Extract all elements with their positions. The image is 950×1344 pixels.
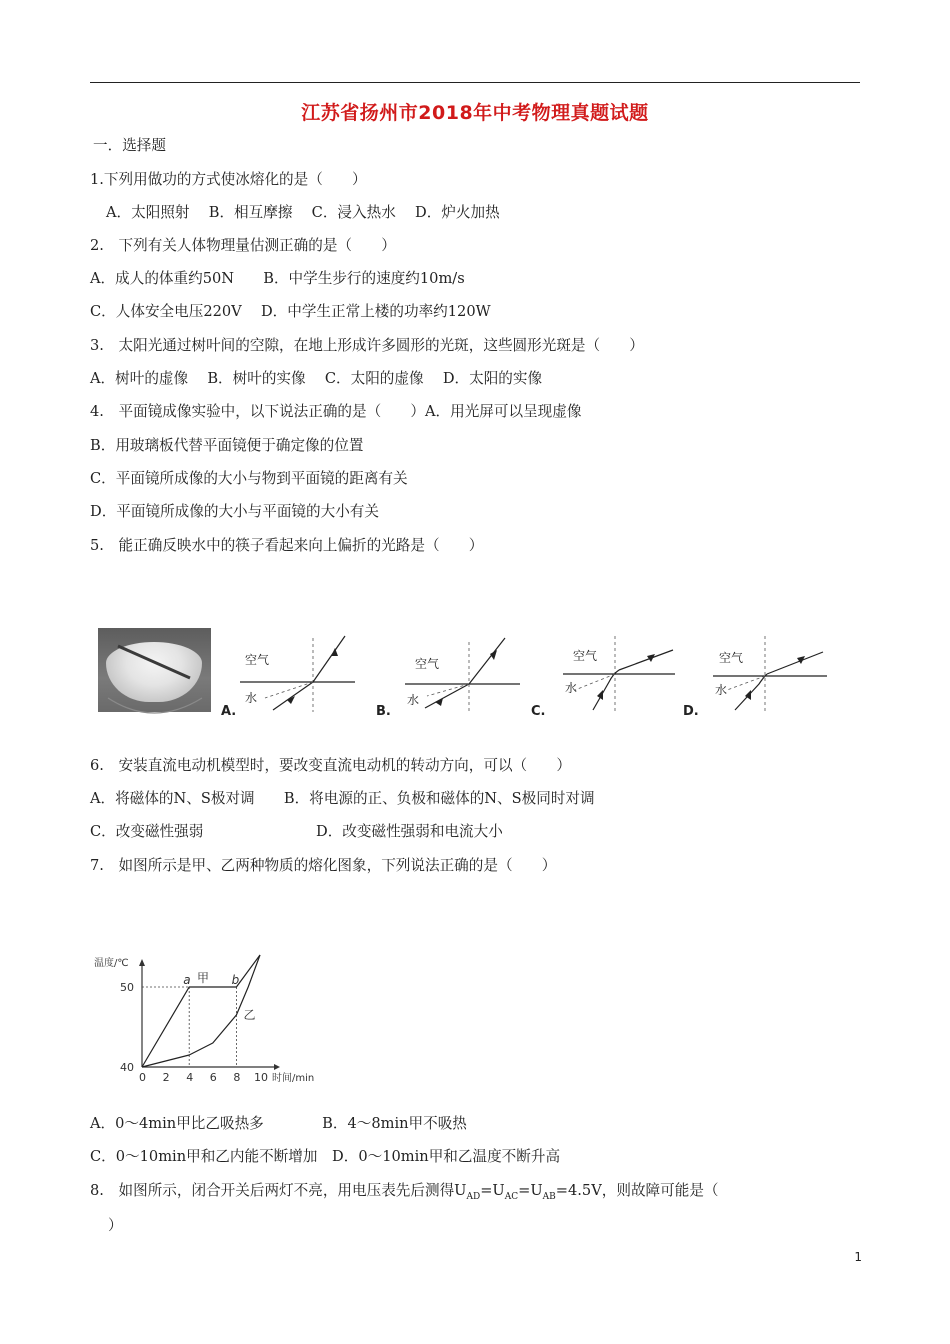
- x-tick-label: 6: [209, 1071, 217, 1084]
- y-axis-label: 温度/℃: [94, 958, 129, 969]
- x-tick-label: 0: [139, 1071, 146, 1084]
- q7-options-ab: A．0～4min甲比乙吸热多 B．4～8min甲不吸热: [90, 1115, 467, 1132]
- q8-sub-ad: AD: [466, 1191, 481, 1202]
- x-tick-label: 10: [254, 1071, 268, 1084]
- q8-stem: [90, 1181, 719, 1207]
- x-tick-label: 2: [162, 1071, 170, 1084]
- y-tick-label: 40: [120, 1061, 134, 1074]
- q2-options-cd: C．人体安全电压220V D．中学生正常上楼的功率约120W: [90, 303, 491, 320]
- water-label: 水: [407, 693, 420, 707]
- q7-stem: 7. 如图所示是甲、乙两种物质的熔化图象，下列说法正确的是（ ）: [90, 857, 557, 874]
- air-label: 空气: [573, 649, 598, 663]
- q8-sub-ab: AB: [542, 1191, 556, 1202]
- option-d-label: D.: [683, 704, 699, 719]
- q8-eq2: =U: [518, 1182, 543, 1199]
- q4-option-d: D．平面镜所成像的大小与平面镜的大小有关: [90, 503, 379, 520]
- q3-options: A．树叶的虚像 B．树叶的实像 C．太阳的虚像 D．太阳的实像: [90, 370, 543, 387]
- refraction-diagram-a: [225, 630, 360, 715]
- q6-options-ab: A．将磁体的N、S极对调 B．将电源的正、负极和磁体的N、S极同时对调: [90, 790, 595, 807]
- q4-option-c: C．平面镜所成像的大小与物到平面镜的距离有关: [90, 470, 408, 487]
- air-label: 空气: [245, 653, 270, 667]
- refraction-diagram-d: [705, 630, 835, 715]
- point-a-label: a: [183, 973, 191, 987]
- x-tick-label: 4: [186, 1071, 194, 1084]
- series-yi-label: 乙: [243, 1008, 256, 1022]
- q5-figure-row: [95, 620, 835, 720]
- q5-stem: 5. 能正确反映水中的筷子看起来向上偏折的光路是（ ）: [90, 537, 484, 554]
- page-number: 1: [854, 1250, 862, 1264]
- option-c-label: C.: [531, 704, 546, 719]
- x-axis-arrow: [274, 1064, 280, 1070]
- water-label: 水: [245, 691, 258, 705]
- water-label: 水: [565, 681, 578, 695]
- section-heading: 一．选择题: [93, 137, 166, 154]
- x-axis-label: 时间/min: [272, 1073, 315, 1084]
- water-label: 水: [715, 683, 728, 697]
- q4-option-b: B．用玻璃板代替平面镜便于确定像的位置: [90, 437, 364, 454]
- q4-stem: 4. 平面镜成像实验中，以下说法正确的是（ ）A．用光屏可以呈现虚像: [90, 403, 582, 420]
- top-rule: [90, 82, 860, 83]
- q8-eq1: =U: [480, 1182, 505, 1199]
- q2-options-ab: A．成人的体重约50N B．中学生步行的速度约10m/s: [90, 270, 465, 287]
- air-label: 空气: [719, 651, 744, 665]
- q6-option-c: C．改变磁性强弱: [90, 823, 204, 840]
- q3-stem: 3. 太阳光通过树叶间的空隙，在地上形成许多圆形的光斑，这些圆形光斑是（ ）: [90, 337, 644, 354]
- melting-curve-chart: [92, 952, 315, 1087]
- q8-stem-text: 8. 如图所示，闭合开关后两灯不亮，用电压表先后测得U: [90, 1182, 467, 1199]
- q8-tail: =4.5V，则故障可能是（: [555, 1182, 719, 1199]
- point-b-label: b: [231, 973, 240, 987]
- q2-stem: 2. 下列有关人体物理量估测正确的是（ ）: [90, 237, 396, 254]
- air-label: 空气: [415, 657, 440, 671]
- chopstick-bowl-photo: [98, 628, 211, 712]
- q8-continuation: ）: [108, 1217, 123, 1234]
- q1-options: A．太阳照射 B．相互摩擦 C．浸入热水 D．炉火加热: [106, 204, 500, 221]
- page-title: 江苏省扬州市2018年中考物理真题试题: [301, 102, 649, 124]
- option-b-label: B.: [376, 704, 391, 719]
- q7-options-cd: C．0～10min甲和乙内能不断增加 D．0～10min甲和乙温度不断升高: [90, 1148, 561, 1165]
- refraction-diagram-b: [395, 630, 525, 715]
- refraction-diagram-c: [555, 630, 685, 715]
- option-a-label: A.: [221, 704, 237, 719]
- q1-stem: 1.下列用做功的方式使冰熔化的是（ ）: [90, 171, 367, 188]
- series-jia-label: 甲: [197, 971, 210, 985]
- x-tick-label: 8: [233, 1071, 241, 1084]
- q6-stem: 6. 安装直流电动机模型时，要改变直流电动机的转动方向，可以（ ）: [90, 757, 571, 774]
- q6-option-d: D．改变磁性强弱和电流大小: [316, 823, 503, 840]
- q8-sub-ac: AC: [504, 1191, 519, 1202]
- y-axis-arrow: [139, 959, 145, 966]
- y-tick-label: 50: [120, 981, 134, 994]
